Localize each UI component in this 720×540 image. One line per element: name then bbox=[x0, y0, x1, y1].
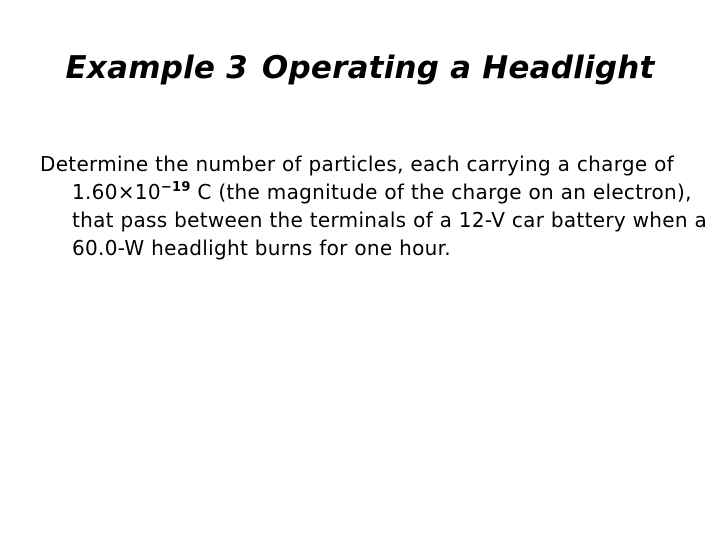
charge-exponent: −19 bbox=[160, 180, 191, 195]
problem-statement bbox=[40, 150, 720, 262]
example-title: Operating a Headlight bbox=[261, 50, 655, 86]
problem-text-part-1: Determine the number of particles, each carrying a charge of 1.60×10 bbox=[40, 152, 674, 204]
example-label: Example 3 bbox=[65, 50, 248, 86]
problem-text-part-2: C (the magnitude of the charge on an electron), that pass between the terminals of a 12-V car battery when a 60.0-W headlight burns for one hour. bbox=[72, 180, 708, 260]
slide-title bbox=[0, 50, 720, 86]
